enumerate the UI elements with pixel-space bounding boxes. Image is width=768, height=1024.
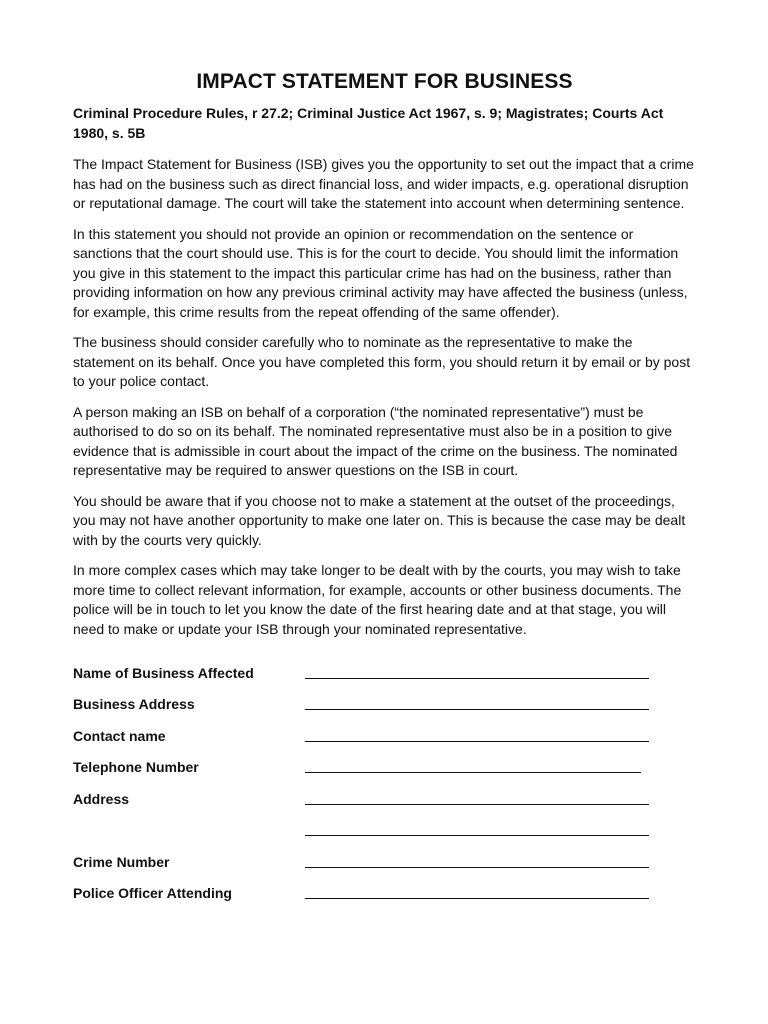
telephone-blank[interactable]	[305, 758, 641, 773]
business-address-blank[interactable]	[305, 695, 649, 710]
document-title: IMPACT STATEMENT FOR BUSINESS	[196, 70, 573, 93]
contact-name-blank[interactable]	[305, 727, 649, 742]
field-label: Address	[73, 790, 130, 807]
crime-number-blank[interactable]	[305, 853, 649, 868]
field-label: Telephone Number	[73, 759, 199, 775]
field-crime-number	[73, 840, 696, 872]
business-name-blank[interactable]	[305, 664, 649, 679]
field-label: Police Officer Attending	[73, 885, 232, 901]
field-address-continued	[73, 809, 696, 841]
field-label: Contact name	[73, 727, 166, 744]
field-telephone	[73, 746, 696, 778]
field-police-officer	[73, 872, 696, 904]
field-business-address	[73, 683, 696, 715]
paragraph-intro: The Impact Statement for Business (ISB) gives you the opportunity to set out the impact that a crime has had on the business such as direct financial loss, and wider impacts, e.g. operational disruption or reputational damage. The court will take the statement into account when determining sentence.	[73, 156, 694, 211]
field-label: Name of Business Affected	[73, 664, 254, 681]
field-business-name	[73, 651, 696, 683]
paragraph-timing: You should be aware that if you choose not to make a statement at the outset of the proceedings, you may not have another opportunity to make one later on. This is because the case may be dealt with by the courts very quickly.	[73, 492, 686, 548]
field-address	[73, 777, 696, 809]
field-label: Crime Number	[73, 853, 170, 870]
paragraph-complex-cases: In more complex cases which may take longer to be dealt with by the courts, you may wish to take more time to collect relevant information, for example, accounts or other business documents. The police will be in touch to let you know the date of the first hearing date and at that stage, you will need to make or update your ISB through your nominated representative.	[73, 562, 682, 637]
address-blank-line-2[interactable]	[305, 821, 649, 836]
form-fields	[73, 651, 696, 903]
field-contact-name	[73, 714, 696, 746]
paragraph-opinion: In this statement you should not provide an opinion or recommendation on the sentence or sanctions that the court should use. This is for the court to decide. You should limit the information you give in this statement to the impact this particular crime has had on the business, rather than providing information on how any previous criminal activity may have affected the business (unless, for example, this crime results from the repeat offending of the same offender).	[73, 225, 688, 320]
paragraph-corporation: A person making an ISB on behalf of a corporation (“the nominated representative”) must be authorised to do so on its behalf. The nominated representative must also be in a position to give evidence that is admissible in court about the impact of the crime on the business. The nominated representative may be required to answer questions on the ISB in court.	[73, 403, 678, 478]
document-subtitle: Criminal Procedure Rules, r 27.2; Criminal Justice Act 1967, s. 9; Magistrates; Courts Act 1980, s. 5B	[73, 105, 664, 141]
address-blank-line-1[interactable]	[305, 790, 649, 805]
paragraph-representative: The business should consider carefully who to nominate as the representative to make the statement on its behalf. Once you have completed this form, you should return it by email or by post to your police contact.	[73, 334, 691, 389]
field-label: Business Address	[73, 696, 195, 712]
police-officer-blank[interactable]	[305, 884, 649, 899]
